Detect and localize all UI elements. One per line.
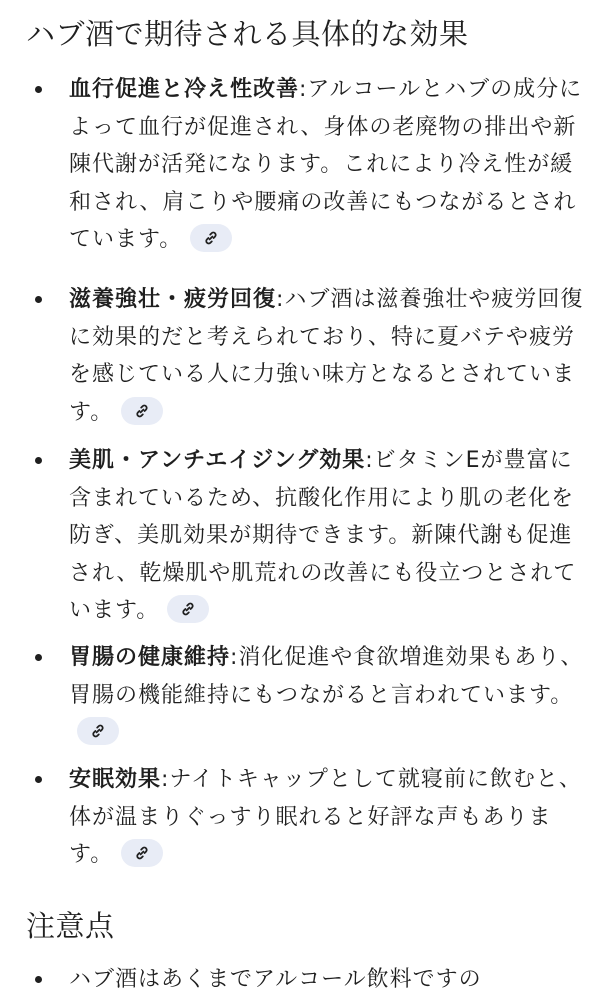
source-link-button[interactable] — [77, 717, 119, 745]
list-item-text — [69, 71, 589, 259]
list-item-text — [69, 639, 589, 752]
link-icon — [134, 845, 150, 861]
list-item-title: 血行促進と冷え性改善 — [69, 77, 300, 102]
list-item-body: :ナイトキャップとして就寝前に飲むと、体が温まりぐっすり眠れると好評な声もあります。 — [69, 767, 582, 867]
source-link-button[interactable] — [121, 839, 163, 867]
list-item-body: :ビタミンEが豊富に含まれているため、抗酸化作用により肌の老化を防ぎ、美肌効果が期待できます。新陳代謝も促進され、乾燥肌や肌荒れの改善にも役立つとされています。 — [69, 448, 577, 623]
list-item-body: :消化促進や食欲増進効果もあり、胃腸の機能維持にもつながると言われています。 — [69, 645, 584, 708]
list-item-body: ハブ酒はあくまでアルコール飲料ですの — [69, 967, 482, 992]
bullet-dot — [35, 776, 42, 783]
link-icon — [180, 601, 196, 617]
link-icon — [134, 403, 150, 419]
list-item-body: :アルコールとハブの成分によって血行が促進され、身体の老廃物の排出や新陳代謝が活発になります。これにより冷え性が緩和され、肩こりや腰痛の改善にもつながるとされています。 — [69, 77, 583, 252]
list-item-text — [69, 961, 589, 999]
list-item-title: 美肌・アンチエイジング効果 — [69, 448, 366, 473]
list-item-body: :ハブ酒は滋養強壮や疲労回復に効果的だと考えられており、特に夏バテや疲労を感じている人に力強い味方となるとされています。 — [69, 287, 584, 425]
list-item-text — [69, 761, 589, 874]
list-item-text — [69, 442, 589, 630]
list-item-text — [69, 281, 589, 431]
source-link-button[interactable] — [167, 595, 209, 623]
bullet-dot — [35, 976, 42, 983]
list-item-title: 滋養強壮・疲労回復 — [69, 287, 277, 312]
link-icon — [90, 723, 106, 739]
bullet-dot — [35, 654, 42, 661]
list-item-title: 安眠効果 — [69, 767, 162, 792]
source-link-button[interactable] — [121, 397, 163, 425]
bullet-dot — [35, 296, 42, 303]
source-link-button[interactable] — [190, 224, 232, 252]
list-item-title: 胃腸の健康維持 — [69, 645, 231, 670]
bullet-dot — [35, 457, 42, 464]
bullet-dot — [35, 86, 42, 93]
section-heading-cautions: 注意点 — [26, 909, 115, 943]
link-icon — [203, 230, 219, 246]
section-heading-effects: ハブ酒で期待される具体的な効果 — [26, 17, 469, 51]
